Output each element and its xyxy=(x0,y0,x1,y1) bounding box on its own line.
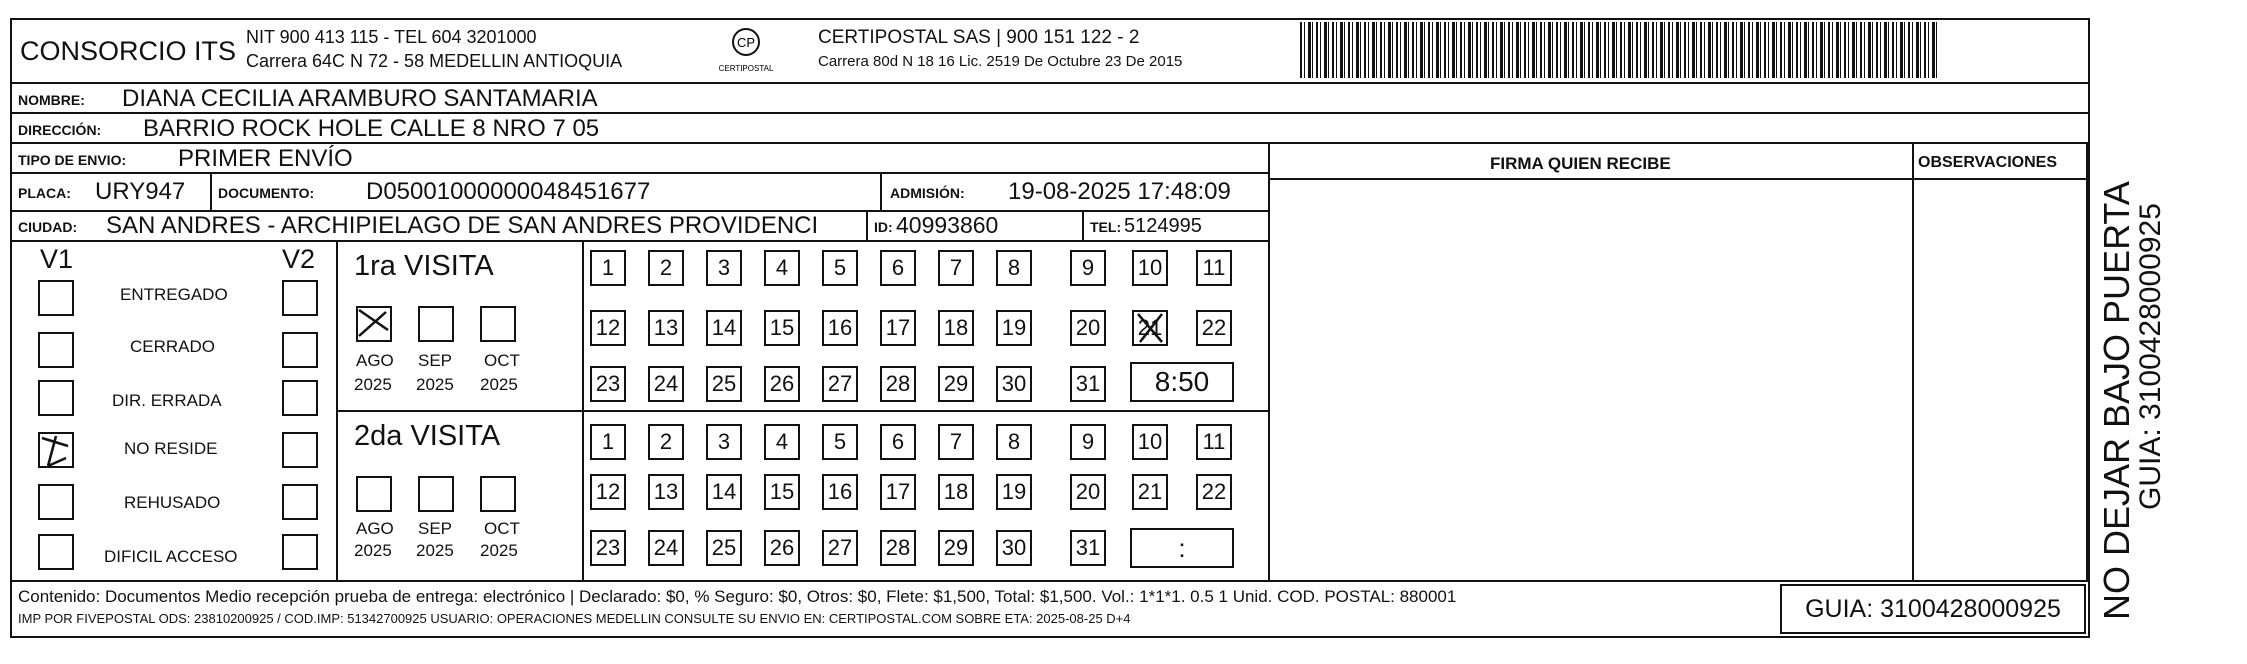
second-visit-day[interactable]: 16 xyxy=(822,474,858,510)
documento-value: D05001000000048451677 xyxy=(366,178,651,205)
first-visit-day[interactable]: 26 xyxy=(764,366,800,402)
status-dificil-acceso: DIFICIL ACCESO xyxy=(104,547,238,566)
tel-value: 5124995 xyxy=(1124,215,1202,237)
recipient-address: BARRIO ROCK HOLE CALLE 8 NRO 7 05 xyxy=(143,115,600,142)
company-name: CONSORCIO ITS xyxy=(20,36,237,66)
second-visit-day[interactable]: 23 xyxy=(590,530,626,566)
second-visit-ago-checkbox[interactable] xyxy=(356,476,392,512)
first-visit-day[interactable]: 31 xyxy=(1070,366,1106,402)
v1-dir-errada-checkbox[interactable] xyxy=(38,380,74,416)
v1-entregado-checkbox[interactable] xyxy=(38,280,74,316)
recipient-name: DIANA CECILIA ARAMBURO SANTAMARIA xyxy=(122,85,598,112)
month-ago: AGO xyxy=(356,351,394,370)
second-visit-day[interactable]: 11 xyxy=(1196,424,1232,460)
second-visit-day[interactable]: 13 xyxy=(648,474,684,510)
first-visit-day[interactable]: 20 xyxy=(1070,310,1106,346)
first-visit-oct-checkbox[interactable] xyxy=(480,306,516,342)
first-visit-day[interactable]: 15 xyxy=(764,310,800,346)
second-visit-day[interactable]: 19 xyxy=(996,474,1032,510)
certipostal-logo-icon xyxy=(714,26,778,76)
first-visit-day[interactable]: 25 xyxy=(706,366,742,402)
id-label: ID: xyxy=(874,219,893,235)
first-visit-day[interactable]: 11 xyxy=(1196,250,1232,286)
first-visit-title: 1ra VISITA xyxy=(354,250,494,282)
second-visit-day[interactable]: 12 xyxy=(590,474,626,510)
v2-entregado-checkbox[interactable] xyxy=(282,280,318,316)
status-no-reside: NO RESIDE xyxy=(124,439,218,458)
first-visit-day[interactable]: 9 xyxy=(1070,250,1106,286)
v2-label: V2 xyxy=(282,244,316,274)
ciudad-value: SAN ANDRES - ARCHIPIELAGO DE SAN ANDRES PROVIDENCI xyxy=(106,212,819,239)
second-visit-day[interactable]: 4 xyxy=(764,424,800,460)
logo-text: CERTIPOSTAL xyxy=(718,64,774,73)
v1-label: V1 xyxy=(40,244,74,274)
first-visit-sep-checkbox[interactable] xyxy=(418,306,454,342)
second-visit-day[interactable]: 21 xyxy=(1132,474,1168,510)
year: 2025 xyxy=(416,541,454,560)
second-visit-day[interactable]: 31 xyxy=(1070,530,1106,566)
firma-header: FIRMA QUIEN RECIBE xyxy=(1490,154,1671,173)
second-visit-day[interactable]: 22 xyxy=(1196,474,1232,510)
status-rehusado: REHUSADO xyxy=(124,493,221,512)
observaciones-header: OBSERVACIONES xyxy=(1918,154,2057,171)
first-visit-day[interactable]: 24 xyxy=(648,366,684,402)
second-visit-sep-checkbox[interactable] xyxy=(418,476,454,512)
admision-label: ADMISIÓN: xyxy=(890,185,965,201)
month-sep: SEP xyxy=(418,351,453,370)
second-visit-day[interactable]: 25 xyxy=(706,530,742,566)
status-cerrado: CERRADO xyxy=(130,337,216,356)
content-line: Contenido: Documentos Medio recepción prueba de entrega: electrónico | Declarado: $0, % Seguro: $0, Otros: $0, Flete: $1,500, Total: $1,500. Vol.: 1*1*1. 0.5 1 Unid. COD. POSTAL: 880001 xyxy=(18,587,1457,606)
v2-dificil-acceso-checkbox[interactable] xyxy=(282,534,318,570)
check-mark-icon xyxy=(356,306,392,342)
second-visit-day[interactable]: 20 xyxy=(1070,474,1106,510)
year: 2025 xyxy=(480,375,518,394)
v2-rehusado-checkbox[interactable] xyxy=(282,484,318,520)
second-visit-day[interactable]: 15 xyxy=(764,474,800,510)
first-visit-day[interactable]: 22 xyxy=(1196,310,1232,346)
imp-line: IMP POR FIVEPOSTAL ODS: 23810200925 / COD.IMP: 51342700925 USUARIO: OPERACIONES MEDELLIN CONSULTE SU ENVIO EN: CERTIPOSTAL.COM SOBRE ETA: 2025-08-25 D+4 xyxy=(18,611,1131,626)
second-visit-day[interactable]: 26 xyxy=(764,530,800,566)
first-visit-day[interactable]: 17 xyxy=(880,310,916,346)
first-visit-day[interactable]: 14 xyxy=(706,310,742,346)
first-visit-day[interactable]: 2 xyxy=(648,250,684,286)
nombre-label: NOMBRE: xyxy=(18,92,85,108)
second-visit-day[interactable]: 17 xyxy=(880,474,916,510)
month-oct: OCT xyxy=(484,519,520,538)
second-visit-day[interactable]: 30 xyxy=(996,530,1032,566)
second-visit-day[interactable]: 3 xyxy=(706,424,742,460)
svg-text:CP: CP xyxy=(736,35,756,50)
first-visit-day[interactable]: 10 xyxy=(1132,250,1168,286)
first-visit-time[interactable]: 8:50 xyxy=(1130,362,1234,402)
month-sep: SEP xyxy=(418,519,453,538)
first-visit-day[interactable]: 18 xyxy=(938,310,974,346)
v1-dificil-acceso-checkbox[interactable] xyxy=(38,534,74,570)
second-visit-day[interactable]: 28 xyxy=(880,530,916,566)
month-oct: OCT xyxy=(484,351,520,370)
status-dir-errada: DIR. ERRADA xyxy=(112,391,222,410)
second-visit-day[interactable]: 2 xyxy=(648,424,684,460)
month-ago: AGO xyxy=(356,519,394,538)
year: 2025 xyxy=(416,375,454,394)
id-value: 40993860 xyxy=(896,212,999,238)
year: 2025 xyxy=(354,375,392,394)
second-visit-day[interactable]: 29 xyxy=(938,530,974,566)
first-visit-day[interactable]: 28 xyxy=(880,366,916,402)
second-visit-day[interactable]: 6 xyxy=(880,424,916,460)
admision-value: 19-08-2025 17:48:09 xyxy=(1008,178,1231,205)
courier-line: CERTIPOSTAL SAS | 900 151 122 - 2 xyxy=(818,27,1140,48)
placa-label: PLACA: xyxy=(18,185,71,201)
side-warning: NO DEJAR BAJO PUERTA xyxy=(2096,181,2137,620)
first-visit-day[interactable]: 30 xyxy=(996,366,1032,402)
second-visit-day[interactable]: 27 xyxy=(822,530,858,566)
courier-address: Carrera 80d N 18 16 Lic. 2519 De Octubre 23 De 2015 xyxy=(818,53,1183,70)
year: 2025 xyxy=(354,541,392,560)
first-visit-day[interactable]: 6 xyxy=(880,250,916,286)
second-visit-day[interactable]: 5 xyxy=(822,424,858,460)
first-visit-day[interactable]: 16 xyxy=(822,310,858,346)
cross-mark-icon xyxy=(1132,310,1168,346)
v2-cerrado-checkbox[interactable] xyxy=(282,332,318,368)
tipo-envio: PRIMER ENVÍO xyxy=(178,145,353,172)
first-visit-day[interactable]: 4 xyxy=(764,250,800,286)
second-visit-day[interactable]: 7 xyxy=(938,424,974,460)
ciudad-label: CIUDAD: xyxy=(18,219,78,235)
nit-line: NIT 900 413 115 - TEL 604 3201000 xyxy=(246,27,537,47)
tel-label: TEL: xyxy=(1090,219,1122,235)
second-visit-day[interactable]: 1 xyxy=(590,424,626,460)
second-visit-day[interactable]: 9 xyxy=(1070,424,1106,460)
v1-cerrado-checkbox[interactable] xyxy=(38,332,74,368)
check-mark-icon xyxy=(38,432,74,468)
first-visit-day[interactable]: 3 xyxy=(706,250,742,286)
first-visit-day[interactable]: 13 xyxy=(648,310,684,346)
second-visit-day[interactable]: 8 xyxy=(996,424,1032,460)
second-visit-day[interactable]: 18 xyxy=(938,474,974,510)
second-visit-title: 2da VISITA xyxy=(354,420,501,452)
first-visit-day[interactable]: 5 xyxy=(822,250,858,286)
guia-box: GUIA: 3100428000925 xyxy=(1780,584,2086,634)
first-visit-day[interactable]: 29 xyxy=(938,366,974,402)
direccion-label: DIRECCIÓN: xyxy=(18,122,102,138)
company-address: Carrera 64C N 72 - 58 MEDELLIN ANTIOQUIA xyxy=(246,51,623,71)
v2-dir-errada-checkbox[interactable] xyxy=(282,380,318,416)
v1-rehusado-checkbox[interactable] xyxy=(38,484,74,520)
second-visit-day[interactable]: 14 xyxy=(706,474,742,510)
first-visit-day[interactable]: 7 xyxy=(938,250,974,286)
first-visit-day-marked[interactable]: 21 xyxy=(1132,310,1168,346)
v2-no-reside-checkbox[interactable] xyxy=(282,432,318,468)
first-visit-day[interactable]: 12 xyxy=(590,310,626,346)
first-visit-day[interactable]: 19 xyxy=(996,310,1032,346)
barcode xyxy=(1300,22,1938,78)
tipo-label: TIPO DE ENVIO: xyxy=(18,152,127,168)
second-visit-time[interactable]: : xyxy=(1130,528,1234,568)
second-visit-day[interactable]: 10 xyxy=(1132,424,1168,460)
first-visit-day[interactable]: 1 xyxy=(590,250,626,286)
first-visit-day[interactable]: 27 xyxy=(822,366,858,402)
first-visit-day[interactable]: 8 xyxy=(996,250,1032,286)
first-visit-day[interactable]: 23 xyxy=(590,366,626,402)
placa-value: URY947 xyxy=(95,178,186,205)
side-guia: GUIA: 3100428000925 xyxy=(2134,203,2167,510)
year: 2025 xyxy=(480,541,518,560)
documento-label: DOCUMENTO: xyxy=(218,185,315,201)
status-entregado: ENTREGADO xyxy=(120,285,228,304)
second-visit-oct-checkbox[interactable] xyxy=(480,476,516,512)
second-visit-day[interactable]: 24 xyxy=(648,530,684,566)
